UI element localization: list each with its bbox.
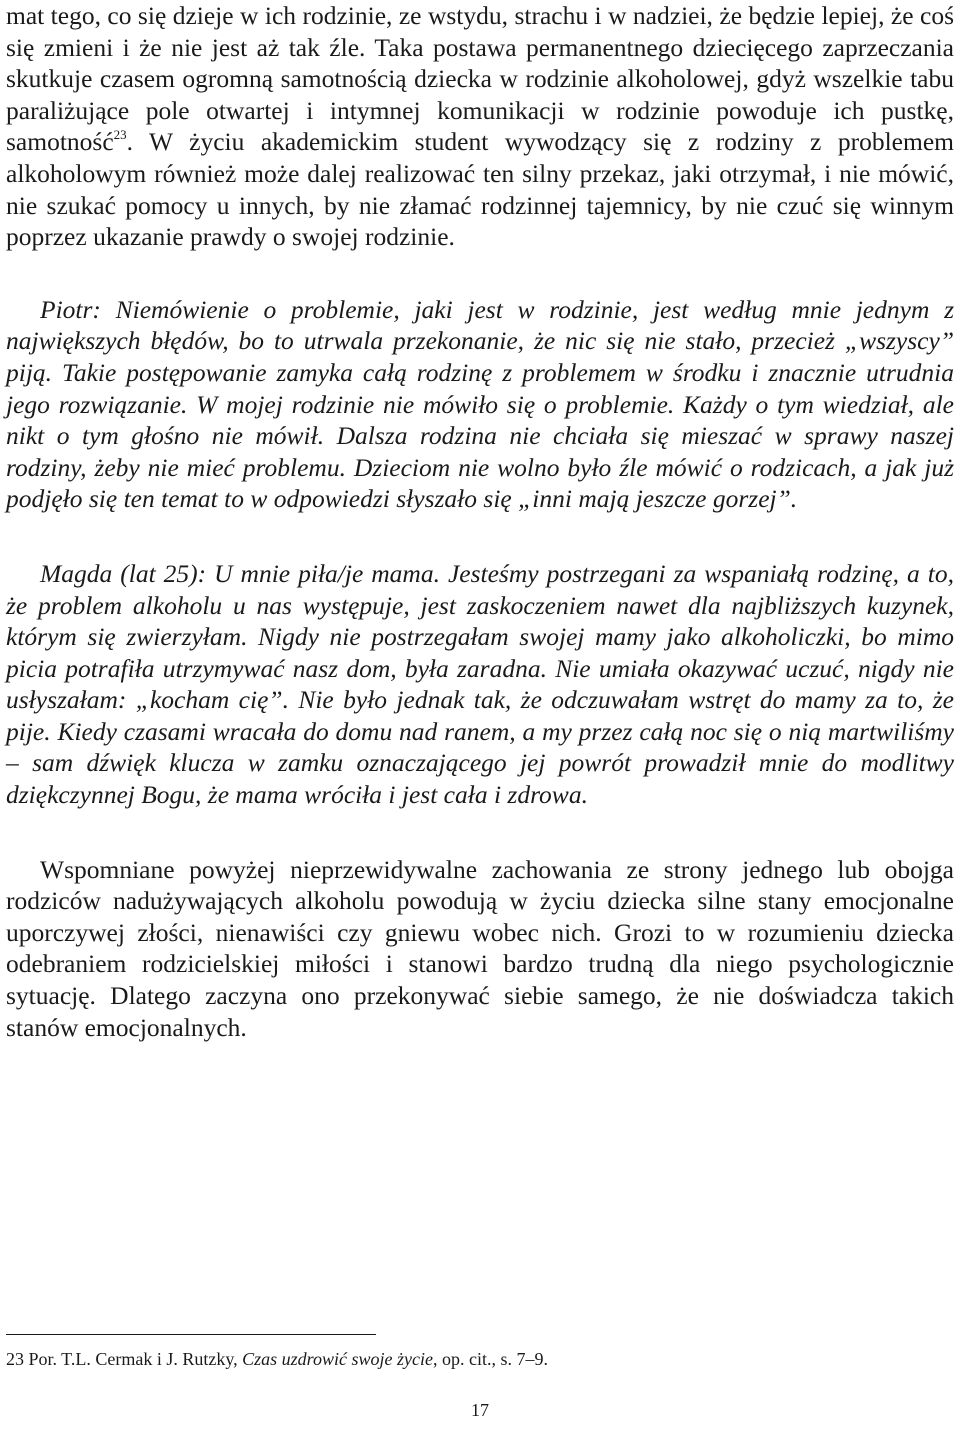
footnote-divider: [6, 1334, 376, 1335]
page-body: [6, 0, 954, 1043]
quote-magda: Magda (lat 25): U mnie piła/je mama. Jesteśmy postrzegani za wspaniałą rodzinę, a to, że problem alkoholu u nas występuje, jest zaskoczeniem nawet dla najbliższych kuzynek, którym się zwierzyłam. Nigdy nie postrzegałam swojej mamy jako alkoholiczki, bo mimo picia potrafiła utrzymywać nasz dom, była zaradna. Nie umiała okazywać uczuć, nigdy nie usłyszałam: „kocham cię”. Nie było jednak tak, że odczuwałam wstręt do mamy za to, że pije. Kiedy czasami wracała do domu nad ranem, a my przez całą noc się o nią martwiliśmy – sam dźwięk klucza w zamku oznaczającego jej powrót prowadził mnie do modlitwy dziękczynnej Bogu, że mama wróciła i jest cała i zdrowa.: [6, 558, 954, 810]
footnote-book-title: Czas uzdrowić swoje życie: [242, 1349, 433, 1369]
quote-piotr: Piotr: Niemówienie o problemie, jaki jest w rodzinie, jest według mnie jednym z największych błędów, bo to utrwala przekonanie, że nic się nie stało, przecież „wszyscy” piją. Takie postępowanie zamyka całą rodzinę z problemem w środku i znacznie utrudnia jego rozwiązanie. W mojej rodzinie nie mówiło się o problemie. Każdy o tym wiedział, ale nikt o tym głośno nie mówił. Dalsza rodzina nie chciała się mieszać w sprawy naszej rodziny, żeby nie mieć problemu. Dzieciom nie wolno było źle mówić o rodzicach, a jak już podjęło się ten temat to w odpowiedzi słyszało się „inni mają jeszcze gorzej”.: [6, 294, 954, 514]
paragraph-gap: [6, 515, 954, 558]
footnote-reference: 23: [113, 127, 127, 143]
paragraph-gap: [6, 811, 954, 854]
footnote: [6, 1348, 954, 1370]
paragraph-gap: [6, 253, 954, 294]
body-paragraph-1: [6, 0, 954, 253]
paragraph-1-continuation: . W życiu akademickim student wywodzący się z rodziny z problemem alkoholowym również może dalej realizować ten silny przekaz, jaki otrzymał, i nie mówić, nie szukać pomocy u innych, by nie złamać rodzinnej tajemnicy, by nie czuć się winnym poprzez ukazanie prawdy o swojej rodzinie.: [6, 127, 954, 252]
body-paragraph-final: Wspomniane powyżej nieprzewidywalne zachowania ze strony jednego lub obojga rodziców nadużywających alkoholu powodują w życiu dziecka silne stany emocjonalne uporczywej złości, nienawiści czy gniewu wobec nich. Grozi to w rozumieniu dziecka odebraniem rodzicielskiej miłości i stanowi bardzo trudną dla niego psychologicznie sytuację. Dlatego zaczyna ono przekonywać siebie samego, że nie doświadcza takich stanów emocjonalnych.: [6, 854, 954, 1042]
footnote-authors: 23 Por. T.L. Cermak i J. Rutzky,: [6, 1349, 243, 1369]
paragraph-1-text: mat tego, co się dzieje w ich rodzinie, ze wstydu, strachu i w nadziei, że będzie lepiej, że coś się zmieni i że nie jest aż tak źle. Taka postawa permanentnego dziecięcego zaprzeczania skutkuje czasem ogromną samotnością dziecka w rodzinie alkoholowej, gdyż wszelkie tabu paraliżujące pole otwartej i intymnej komunikacji w rodzinie powoduje ich pustkę, samotność: [6, 1, 954, 157]
footnote-citation: , op. cit., s. 7–9.: [432, 1349, 548, 1369]
page-number: 17: [471, 1400, 489, 1420]
